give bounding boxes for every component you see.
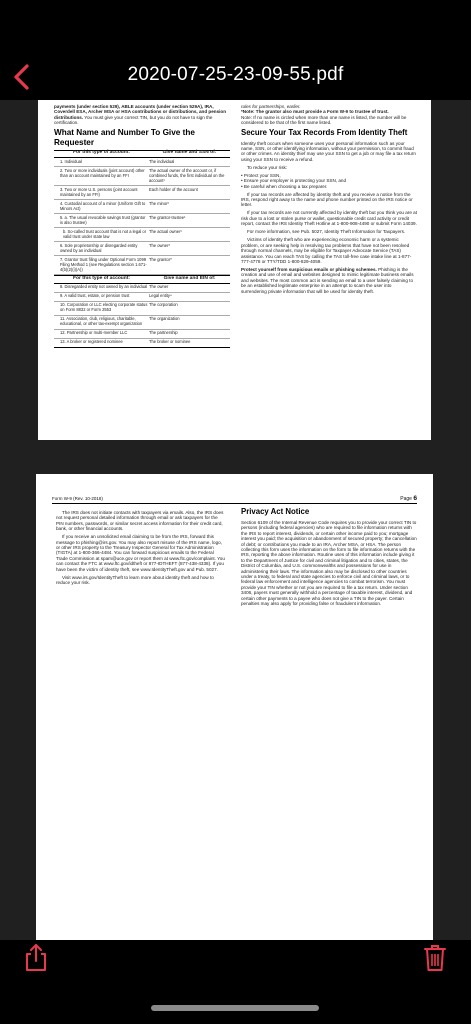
paragraph: The IRS does not initiate contacts with taxpayers via emails. Also, the IRS does not request personal detailed information through email or ask taxpayers for the PIN numbers, passwords, or similar secret access information for their credit card, bank, or other financial accounts. — [56, 510, 224, 532]
requester-table-ssn — [54, 150, 230, 275]
bottom-toolbar — [0, 940, 471, 1024]
note-text: Note: If no name is circled when more than one name is listed, the number will be considered to be that of the first name listed. — [241, 114, 407, 126]
table-row — [54, 242, 230, 256]
top-bar — [0, 0, 471, 100]
page1-left-column — [54, 104, 230, 348]
paragraph: Victims of identity theft who are experiencing economic harm or a systemic problem, or are seeking help in resolving tax problems that have not been resolved through normal channels, may be eligible for Taxpayer Advocate Service (TAS) assistance. You can reach TAS by calling the TAS toll-free case intake line at 1-877-777-4778 or TTY/TDD 1-800-829-4059. — [241, 237, 412, 264]
share-button[interactable] — [23, 942, 49, 972]
page1-right-column — [241, 104, 417, 297]
table-row — [54, 228, 230, 242]
paragraph: Section 6109 of the Internal Revenue Code requires you to provide your correct TIN to persons (including federal agencies) who are required to file information returns with the IRS to report interest, dividends, or certain other income paid to you; mortgage interest you paid; the acquisition or abandonment of secured property; the cancellation of debt; or contributions you made to an IRA, Archer MSA, or HSA. The person collecting this form uses the information on the form to file information returns with the IRS, reporting the above information. Routine uses of this information include giving it to the Department of Justice for civil and criminal litigation and to cities, states, the District of Columbia, and U.S. commonwealths and possessions for use in administering their laws. The information also may be disclosed to other countries under a treaty, to federal and state agencies to enforce civil and criminal laws, or to federal law enforcement and intelligence agencies to combat terrorism. You must provide your TIN whether or not you are required to file a tax return. Under section 3406, payers must generally withhold a percentage of taxable interest, dividend, and certain other payments to a payee who does not give a TIN to the payer. Certain penalties may also apply for providing false or fraudulent information. — [241, 520, 417, 607]
home-indicator[interactable] — [151, 1005, 319, 1011]
table-row — [54, 256, 230, 275]
table-cell: 7. Grantor trust filing under Optional Form 1099 Filing Method 1 (see Regulations section 1.671-4(b)(2)(i)(A)) — [54, 256, 149, 275]
page2-left-column — [56, 510, 226, 588]
page-header — [52, 496, 417, 504]
document-title: 2020-07-25-23-09-55.pdf — [127, 64, 344, 85]
phishing-text: Phishing is the creation and use of email and websites designed to mimic legitimate business emails and websites. The most common act is sending an email to a user falsely claiming to be an established legitimate enterprise in an attempt to scam the user into surrendering private information that will be used for identity theft. — [241, 266, 414, 294]
delete-button[interactable] — [422, 942, 448, 972]
table-cell: 8. Disregarded entity not owned by an individual — [54, 283, 149, 292]
table-row — [54, 186, 230, 200]
table-cell: The minor² — [149, 200, 230, 214]
table-cell: 9. A valid trust, estate, or pension trust — [54, 292, 149, 301]
table-cell: The owner³ — [149, 242, 230, 256]
table-cell: The actual owner of the account or, if combined funds, the first individual on the account¹ — [149, 167, 230, 186]
paragraph: rules for partnerships, earlier. — [241, 104, 301, 109]
bullet-item: • Ensure your employer is protecting your SSN, and — [241, 178, 347, 184]
table-row — [54, 158, 230, 167]
table-row — [54, 301, 230, 315]
table-cell: 2. Two or more individuals (joint account) other than an account maintained by an FFI — [54, 167, 149, 186]
table-cell: 3. Two or more U.S. persons (joint account maintained by an FFI) — [54, 186, 149, 200]
table-cell: The broker or nominee — [149, 338, 230, 347]
table-cell: 11. Association, club, religious, charitable, educational, or other tax-exempt organization — [54, 315, 149, 329]
table-cell: Legal entity⁴ — [149, 292, 230, 301]
paragraph: If you receive an unsolicited email claiming to be from the IRS, forward this message to phishing@irs.gov. You may also report misuse of the IRS name, logo, or other IRS property to the Treasury Inspector General for Tax Administration (TIGTA) at 1-800-366-4484. You can forward suspicious emails to the Federal Trade Commission at spam@uce.gov or report them at www.ftc.gov/complaint. You can contact the FTC at www.ftc.gov/idtheft or 877-IDTHEFT (877-438-4338). If you have been the victim of identity theft, see www.IdentityTheft.gov and Pub. 5027. — [56, 534, 225, 572]
table-cell: 10. Corporation or LLC electing corporate status on Form 8832 or Form 2553 — [54, 301, 149, 315]
page2-right-column — [241, 506, 419, 609]
table-cell: The grantor-trustee¹ — [149, 214, 230, 228]
table-row — [54, 283, 230, 292]
share-icon — [23, 942, 49, 972]
table-header: Give name and EIN of: — [149, 276, 230, 284]
paragraph: If your tax records are affected by identity theft and you receive a notice from the IRS, respond right away to the name and phone number printed on the IRS notice or letter. — [241, 191, 413, 208]
note-text: *Note: The grantor also must provide a Form W-9 to trustee of trust. — [241, 109, 389, 115]
paragraph: Identity theft occurs when someone uses your personal information such as your name, SSN, or other identifying information, without your permission, to commit fraud or other crimes. An identity thief may use your SSN to get a job or may file a tax return using your SSN to receive a refund. — [241, 140, 416, 162]
table-cell: The actual owner¹ — [149, 228, 230, 242]
table-cell: The grantor* — [149, 256, 230, 275]
table-header: For this type of account: — [54, 276, 149, 284]
intro-bold-text: payments (under section 529), ABLE accounts (under section 529A), IRA, Coverdell ESA, Archer MSA or HSA contributions or distributions, and pension distributions. — [54, 104, 227, 120]
table-row — [54, 338, 230, 347]
trash-icon — [422, 942, 448, 972]
table-row — [54, 214, 230, 228]
table-cell: Each holder of the account — [149, 186, 230, 200]
table-cell: 6. Sole proprietorship or disregarded entity owned by an individual — [54, 242, 149, 256]
table-cell: 13. A broker or registered nominee — [54, 338, 149, 347]
bullet-item: • Be careful when choosing a tax preparer. — [241, 183, 328, 189]
table-cell: 1. Individual — [54, 158, 149, 167]
table-header: For this type of account: — [54, 150, 149, 158]
table-cell: b. So-called trust account that is not a legal or valid trust under state law — [54, 228, 149, 242]
table-cell: The individual — [149, 158, 230, 167]
table-row — [54, 329, 230, 338]
bullet-item: • Protect your SSN, — [241, 172, 281, 178]
section-heading-identity-theft: Secure Your Tax Records From Identity Theft — [241, 127, 408, 137]
table-cell: 12. Partnership or multi-member LLC — [54, 329, 149, 338]
phishing-heading: Protect yourself from suspicious emails or phishing schemes. — [241, 266, 377, 272]
form-label: Form W-9 (Rev. 10-2018) — [52, 496, 103, 501]
paragraph: Visit www.irs.gov/IdentityTheft to learn more about identity theft and how to reduce your risk. — [56, 574, 214, 586]
page1-intro — [54, 104, 230, 126]
paragraph: For more information, see Pub. 5027, Identity Theft Information for Taxpayers. — [247, 229, 406, 235]
pdf-page-1 — [38, 100, 431, 440]
section-heading-name-number: What Name and Number To Give the Requester — [54, 127, 195, 147]
section-heading-privacy: Privacy Act Notice — [241, 507, 310, 516]
table-cell: 4. Custodial account of a minor (Uniform Gift to Minors Act) — [54, 200, 149, 214]
table-row — [54, 315, 230, 329]
page-word: Page — [400, 496, 412, 502]
paragraph: To reduce your risk: — [247, 164, 288, 170]
pdf-page-2 — [36, 474, 433, 998]
paragraph: If your tax records are not currently affected by identity theft but you think you are at risk due to a lost or stolen purse or wallet, questionable credit card activity or credit report, contact the IRS Identity Theft Hotline at 1-800-908-4490 or submit Form 14039. — [241, 210, 417, 227]
table-cell: The organization — [149, 315, 230, 329]
table-header: Give name and SSN of: — [149, 150, 230, 158]
table-cell: 5. a. The usual revocable savings trust (grantor is also trustee) — [54, 214, 149, 228]
requester-table-ein — [54, 275, 230, 348]
paragraph — [241, 267, 417, 294]
table-row — [54, 292, 230, 301]
table-cell: The partnership — [149, 329, 230, 338]
table-row — [54, 200, 230, 214]
page-number — [400, 495, 417, 502]
intro-plain-text: You must give your correct TIN, but you do not have to sign the certification. — [54, 114, 213, 126]
table-cell: The corporation — [149, 301, 230, 315]
table-cell: The owner — [149, 283, 230, 292]
page-number-value: 6 — [413, 495, 417, 502]
pdf-viewer[interactable] — [0, 100, 471, 940]
table-row — [54, 167, 230, 186]
